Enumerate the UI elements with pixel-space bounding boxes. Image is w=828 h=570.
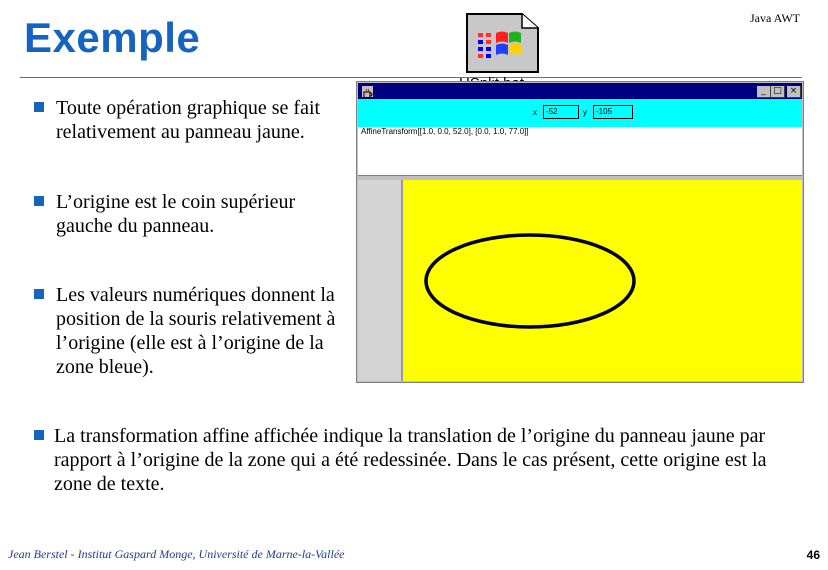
- square-bullet-icon: [34, 102, 44, 112]
- x-coordinate-field[interactable]: -52: [543, 105, 579, 119]
- title-underline: [20, 77, 802, 78]
- transform-text-area[interactable]: [358, 127, 802, 175]
- minimize-button[interactable]: _: [757, 86, 771, 98]
- app-window-screenshot: [356, 81, 804, 383]
- coordinate-bar: [358, 99, 802, 127]
- close-button[interactable]: ×: [787, 86, 801, 98]
- bullet-item: [56, 96, 356, 144]
- y-label: y: [583, 108, 587, 117]
- x-label: x: [533, 108, 537, 117]
- bullet-text: La transformation affine affichée indique la translation de l’origine du panneau jaune par rapport à l’origine de la zone qui a été redessinée. Dans le cas présent, cette origine est la zone de texte.: [54, 425, 767, 495]
- ellipse-drawing: [403, 180, 802, 381]
- maximize-button[interactable]: □: [771, 86, 785, 98]
- square-bullet-icon: [34, 196, 44, 206]
- batch-file-icon[interactable]: [466, 13, 540, 73]
- square-bullet-icon: [34, 289, 44, 299]
- left-split-panel: [358, 180, 403, 381]
- java-cup-icon: [362, 86, 373, 97]
- bullet-item: [56, 283, 356, 379]
- bullet-item: [56, 190, 356, 238]
- affine-transform-text: AffineTransform[[1.0, 0.0, 52.0], [0.0, 1.0, 77.0]]: [361, 127, 529, 136]
- header-section-label: Java AWT: [749, 11, 800, 25]
- y-coordinate-field[interactable]: -105: [593, 105, 633, 119]
- bullet-text: Les valeurs numériques donnent la position de la souris relativement à l’origine (elle est à l’origine de la zone bleue).: [56, 284, 336, 378]
- bullet-text: Toute opération graphique se fait relativement au panneau jaune.: [56, 97, 321, 143]
- footer-credit: Jean Berstel - Institut Gaspard Monge, Université de Marne-la-Vallée: [8, 547, 345, 561]
- bullet-item: [54, 424, 794, 496]
- yellow-drawing-panel: [403, 180, 802, 381]
- window-title-bar[interactable]: [358, 83, 802, 99]
- square-bullet-icon: [34, 430, 44, 440]
- page-number: 46: [806, 548, 820, 562]
- slide-title: Exemple: [24, 14, 201, 61]
- bullet-text: L’origine est le coin supérieur gauche du panneau.: [56, 191, 296, 237]
